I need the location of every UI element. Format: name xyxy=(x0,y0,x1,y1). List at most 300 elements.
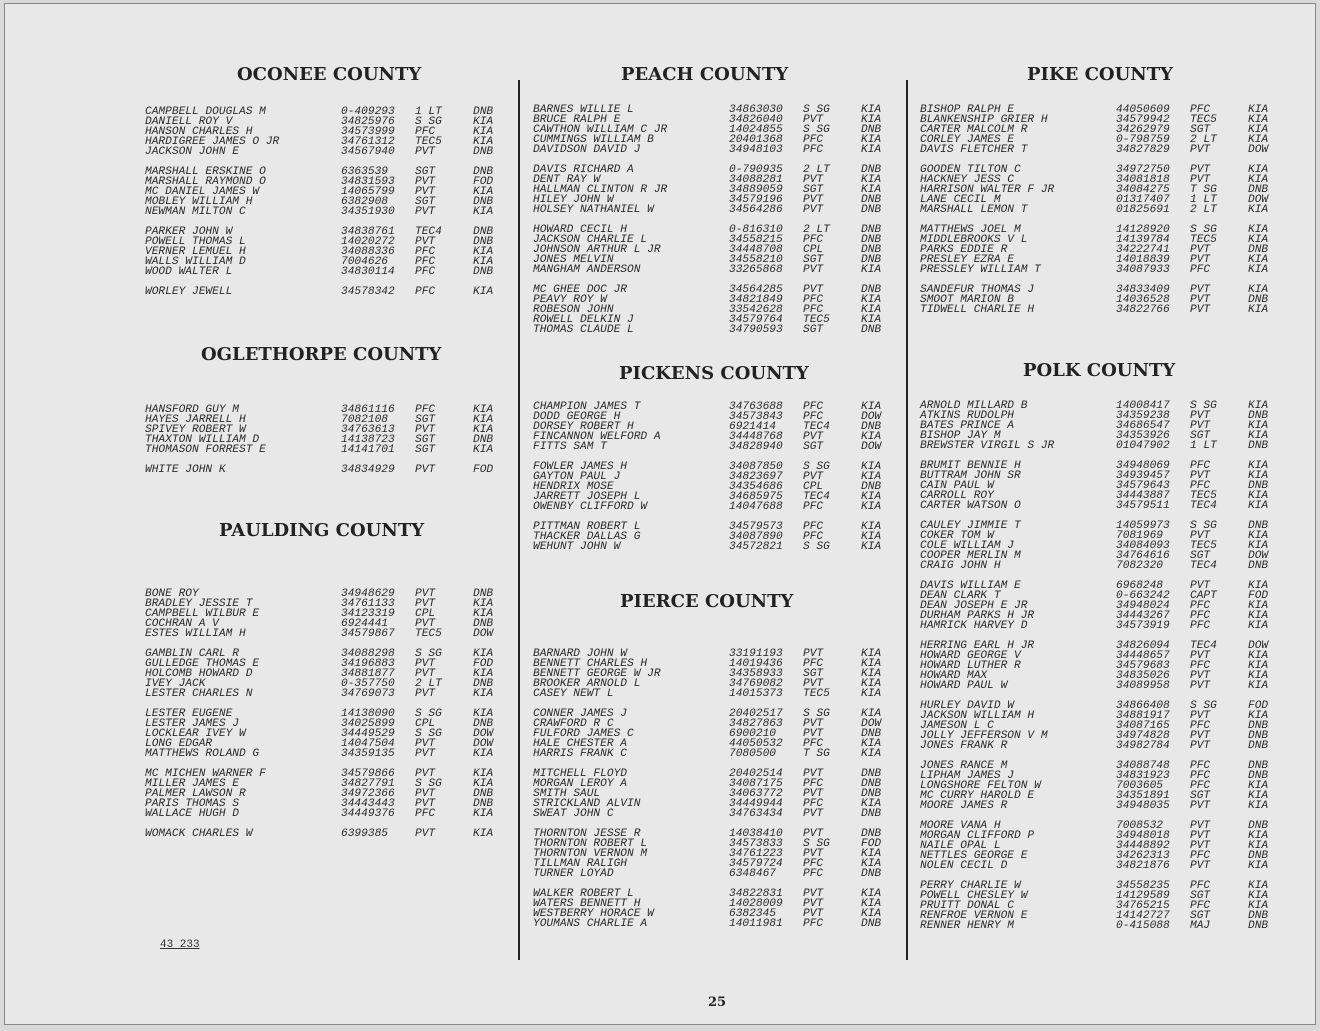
casualty-status: KIA xyxy=(1248,540,1269,552)
soldier-name: DURHAM PARKS H JR xyxy=(920,610,1035,622)
serial-number: 33265868 xyxy=(729,264,783,276)
roster-row xyxy=(533,442,893,452)
soldier-name: PALMER LAWSON R xyxy=(145,788,246,800)
casualty-status: KIA xyxy=(861,748,882,760)
rank: PVT xyxy=(415,464,436,476)
serial-number: 14138723 xyxy=(341,434,395,446)
casualty-status: KIA xyxy=(861,708,882,720)
serial-number: 7080500 xyxy=(729,748,776,760)
casualty-status: KIA xyxy=(861,521,882,533)
serial-number: 34974828 xyxy=(1116,730,1170,742)
soldier-name: GAYTON PAUL J xyxy=(533,471,621,483)
serial-number: 34821876 xyxy=(1116,860,1170,872)
serial-number: 34790593 xyxy=(729,324,783,336)
casualty-status: DOW xyxy=(861,441,882,453)
serial-number: 34827863 xyxy=(729,718,783,730)
soldier-name: CAMPBELL WILBUR E xyxy=(145,608,260,620)
soldier-name: MC CURRY HAROLD E xyxy=(920,790,1035,802)
casualty-status: KIA xyxy=(1248,234,1269,246)
casualty-status: DNB xyxy=(473,434,494,446)
serial-number: 34081818 xyxy=(1116,174,1170,186)
rank: 2 LT xyxy=(1190,134,1217,146)
casualty-status: DNB xyxy=(1248,560,1269,572)
soldier-name: THACKER DALLAS G xyxy=(533,531,641,543)
rank: S SG xyxy=(415,648,442,660)
serial-number: 01317407 xyxy=(1116,194,1170,206)
rank: PFC xyxy=(803,521,824,533)
rank: PFC xyxy=(803,918,824,930)
serial-number: 14015373 xyxy=(729,688,783,700)
rank: PVT xyxy=(1190,680,1211,692)
soldier-name: MATTHEWS JOEL M xyxy=(920,224,1021,236)
rank: PFC xyxy=(1190,900,1211,912)
rank: S SG xyxy=(1190,700,1217,712)
soldier-name: NOLEN CECIL D xyxy=(920,860,1008,872)
soldier-name: LONG EDGAR xyxy=(145,738,213,750)
serial-number: 34573833 xyxy=(729,838,783,850)
roster-row xyxy=(920,501,1280,511)
soldier-name: HOLSEY NATHANIEL W xyxy=(533,204,654,216)
rank: PFC xyxy=(803,531,824,543)
rank: PFC xyxy=(415,256,436,268)
roster-row xyxy=(920,621,1280,631)
casualty-status: DNB xyxy=(473,106,494,118)
serial-number: 34579867 xyxy=(341,628,395,640)
casualty-status: DNB xyxy=(1248,410,1269,422)
serial-number: 34948629 xyxy=(341,588,395,600)
serial-number: 34558215 xyxy=(729,234,783,246)
casualty-status: KIA xyxy=(473,668,494,680)
soldier-name: THAXTON WILLIAM D xyxy=(145,434,260,446)
entry-group xyxy=(533,285,893,335)
serial-number: 34685975 xyxy=(729,491,783,503)
casualty-status: KIA xyxy=(473,126,494,138)
county-roster xyxy=(145,405,505,485)
serial-number: 34449376 xyxy=(341,808,395,820)
soldier-name: HOWARD GEORGE V xyxy=(920,650,1021,662)
roster-row xyxy=(920,145,1280,155)
soldier-name: VERNER LEMUEL H xyxy=(145,246,246,258)
soldier-name: YOUMANS CHARLIE A xyxy=(533,918,648,930)
casualty-status: KIA xyxy=(861,648,882,660)
roster-row xyxy=(920,265,1280,275)
entry-group xyxy=(920,701,1280,751)
rank: PFC xyxy=(803,294,824,306)
serial-number: 6363539 xyxy=(341,166,388,178)
soldier-name: LESTER JAMES J xyxy=(145,718,239,730)
rank: SGT xyxy=(415,196,436,208)
serial-number: 20402517 xyxy=(729,708,783,720)
rank: TEC4 xyxy=(1190,560,1217,572)
serial-number: 34572821 xyxy=(729,541,783,553)
serial-number: 6399385 xyxy=(341,828,388,840)
soldier-name: JACKSON CHARLIE L xyxy=(533,234,648,246)
soldier-name: HALE CHESTER A xyxy=(533,738,627,750)
soldier-name: THOMASON FORREST E xyxy=(145,444,266,456)
soldier-name: WATERS BENNETT H xyxy=(533,898,641,910)
serial-number: 34861116 xyxy=(341,404,395,416)
county-heading: PIKE COUNTY xyxy=(1027,64,1173,85)
entry-group xyxy=(145,589,505,639)
casualty-status: DNB xyxy=(1248,910,1269,922)
soldier-name: JONES MELVIN xyxy=(533,254,614,266)
soldier-name: RENNER HENRY M xyxy=(920,920,1014,932)
rank: S SG xyxy=(803,708,830,720)
casualty-status: DNB xyxy=(1248,440,1269,452)
soldier-name: THOMAS CLAUDE L xyxy=(533,324,634,336)
serial-number: 34827829 xyxy=(1116,144,1170,156)
serial-number: 34087933 xyxy=(1116,264,1170,276)
rank: PVT xyxy=(803,908,824,920)
casualty-status: KIA xyxy=(473,828,494,840)
casualty-status: KIA xyxy=(861,738,882,750)
serial-number: 34765215 xyxy=(1116,900,1170,912)
rank: TEC5 xyxy=(1190,234,1217,246)
rank: PFC xyxy=(803,658,824,670)
serial-number: 34889059 xyxy=(729,184,783,196)
soldier-name: HAYES JARRELL H xyxy=(145,414,246,426)
entry-group xyxy=(533,522,893,552)
serial-number: 6382345 xyxy=(729,908,776,920)
roster-row xyxy=(533,542,893,552)
rank: PVT xyxy=(1190,580,1211,592)
casualty-status: FOD xyxy=(473,658,494,670)
casualty-status: DNB xyxy=(861,254,882,266)
county-heading: PIERCE COUNTY xyxy=(620,591,794,612)
serial-number: 34826094 xyxy=(1116,640,1170,652)
serial-number: 01047902 xyxy=(1116,440,1170,452)
page-number: 25 xyxy=(708,995,727,1010)
soldier-name: CAWTHON WILLIAM C JR xyxy=(533,124,668,136)
soldier-name: DODD GEORGE H xyxy=(533,411,621,423)
casualty-status: KIA xyxy=(861,531,882,543)
rank: 1 LT xyxy=(1190,194,1217,206)
soldier-name: DORSEY ROBERT H xyxy=(533,421,634,433)
serial-number: 34948018 xyxy=(1116,830,1170,842)
serial-number: 34948069 xyxy=(1116,460,1170,472)
serial-number: 34084275 xyxy=(1116,184,1170,196)
rank: PVT xyxy=(803,204,824,216)
rank: PVT xyxy=(415,738,436,750)
serial-number: 34358933 xyxy=(729,668,783,680)
rank: PVT xyxy=(1190,304,1211,316)
serial-number: 34827791 xyxy=(341,778,395,790)
soldier-name: CORLEY JAMES E xyxy=(920,134,1014,146)
casualty-status: KIA xyxy=(473,648,494,660)
serial-number: 34948103 xyxy=(729,144,783,156)
casualty-status: DNB xyxy=(1248,720,1269,732)
serial-number: 6921414 xyxy=(729,421,776,433)
serial-number: 14142727 xyxy=(1116,910,1170,922)
casualty-status: KIA xyxy=(861,264,882,276)
soldier-name: TURNER LOYAD xyxy=(533,868,614,880)
rank: PFC xyxy=(415,808,436,820)
serial-number: 14018839 xyxy=(1116,254,1170,266)
casualty-status: DNB xyxy=(861,728,882,740)
rank: PFC xyxy=(803,868,824,880)
soldier-name: BISHOP RALPH E xyxy=(920,104,1014,116)
serial-number: 34443267 xyxy=(1116,610,1170,622)
serial-number: 34579764 xyxy=(729,314,783,326)
casualty-status: DNB xyxy=(473,618,494,630)
casualty-status: KIA xyxy=(473,136,494,148)
soldier-name: JOHNSON ARTHUR L JR xyxy=(533,244,661,256)
rank: T SG xyxy=(1190,184,1217,196)
rank: PFC xyxy=(1190,460,1211,472)
soldier-name: LIPHAM JAMES J xyxy=(920,770,1014,782)
serial-number: 34448657 xyxy=(1116,650,1170,662)
serial-number: 14139784 xyxy=(1116,234,1170,246)
casualty-status: DNB xyxy=(861,324,882,336)
rank: 2 LT xyxy=(803,224,830,236)
rank: PVT xyxy=(803,728,824,740)
casualty-status: KIA xyxy=(473,598,494,610)
rank: 2 LT xyxy=(803,164,830,176)
serial-number: 34763434 xyxy=(729,808,783,820)
rank: TEC4 xyxy=(1190,640,1217,652)
serial-number: 34025899 xyxy=(341,718,395,730)
serial-number: 34359135 xyxy=(341,748,395,760)
casualty-status: KIA xyxy=(1248,580,1269,592)
entry-group xyxy=(145,287,505,297)
entry-group xyxy=(533,829,893,879)
entry-group xyxy=(920,401,1280,451)
rank: PFC xyxy=(803,401,824,413)
soldier-name: WALKER ROBERT L xyxy=(533,888,634,900)
soldier-name: GAMBLIN CARL R xyxy=(145,648,239,660)
roster-row xyxy=(920,921,1280,931)
soldier-name: LONGSHORE FELTON W xyxy=(920,780,1041,792)
serial-number: 34769073 xyxy=(341,688,395,700)
rank: PFC xyxy=(415,246,436,258)
serial-number: 34084093 xyxy=(1116,540,1170,552)
entry-group xyxy=(920,105,1280,155)
casualty-status: DNB xyxy=(473,166,494,178)
rank: PVT xyxy=(1190,164,1211,176)
casualty-status: KIA xyxy=(1248,670,1269,682)
soldier-name: BONE ROY xyxy=(145,588,199,600)
serial-number: 34063772 xyxy=(729,788,783,800)
roster-row xyxy=(533,325,893,335)
roster-row xyxy=(920,561,1280,571)
entry-group xyxy=(145,405,505,455)
casualty-status: DOW xyxy=(1248,550,1269,562)
serial-number: 14065799 xyxy=(341,186,395,198)
entry-group xyxy=(145,649,505,699)
rank: PVT xyxy=(1190,144,1211,156)
rank: PVT xyxy=(415,236,436,248)
casualty-status: DNB xyxy=(1248,294,1269,306)
soldier-name: COKER TOM W xyxy=(920,530,994,542)
casualty-status: KIA xyxy=(861,688,882,700)
casualty-status: DNB xyxy=(861,234,882,246)
serial-number: 34972750 xyxy=(1116,164,1170,176)
rank: PFC xyxy=(803,798,824,810)
soldier-name: STRICKLAND ALVIN xyxy=(533,798,641,810)
serial-number: 34448768 xyxy=(729,431,783,443)
serial-number: 34088298 xyxy=(341,648,395,660)
casualty-status: KIA xyxy=(861,898,882,910)
soldier-name: PEAVY ROY W xyxy=(533,294,607,306)
casualty-status: KIA xyxy=(1248,780,1269,792)
rank: PFC xyxy=(1190,660,1211,672)
rank: S SG xyxy=(415,116,442,128)
casualty-status: KIA xyxy=(1248,460,1269,472)
rank: PFC xyxy=(803,234,824,246)
roster-row xyxy=(533,809,893,819)
entry-group xyxy=(920,521,1280,571)
serial-number: 7003605 xyxy=(1116,780,1163,792)
casualty-status: DNB xyxy=(861,164,882,176)
serial-number: 34579942 xyxy=(1116,114,1170,126)
casualty-status: KIA xyxy=(473,424,494,436)
rank: PVT xyxy=(1190,174,1211,186)
soldier-name: LOCKLEAR IVEY W xyxy=(145,728,246,740)
footnote-code: 43 233 xyxy=(160,939,200,951)
rank: PVT xyxy=(415,424,436,436)
soldier-name: JACKSON JOHN E xyxy=(145,146,239,158)
soldier-name: BREWSTER VIRGIL S JR xyxy=(920,440,1055,452)
rank: SGT xyxy=(803,254,824,266)
casualty-status: DOW xyxy=(861,411,882,423)
rank: PVT xyxy=(1190,820,1211,832)
rank: CPL xyxy=(415,718,436,730)
casualty-status: DNB xyxy=(861,124,882,136)
casualty-status: KIA xyxy=(473,444,494,456)
serial-number: 7008532 xyxy=(1116,820,1163,832)
county-heading: PEACH COUNTY xyxy=(621,64,789,85)
serial-number: 14024855 xyxy=(729,124,783,136)
county-roster xyxy=(533,649,893,939)
casualty-status: KIA xyxy=(473,778,494,790)
casualty-status: KIA xyxy=(1248,104,1269,116)
county-roster xyxy=(145,107,505,307)
casualty-status: KIA xyxy=(1248,284,1269,296)
serial-number: 34822766 xyxy=(1116,304,1170,316)
soldier-name: BRUCE RALPH E xyxy=(533,114,621,126)
casualty-status: KIA xyxy=(1248,490,1269,502)
rank: PFC xyxy=(803,144,824,156)
soldier-name: HOWARD LUTHER R xyxy=(920,660,1021,672)
rank: PVT xyxy=(415,146,436,158)
soldier-name: MITCHELL FLOYD xyxy=(533,768,627,780)
roster-row xyxy=(145,207,505,217)
rank: PVT xyxy=(1190,420,1211,432)
serial-number: 34579866 xyxy=(341,768,395,780)
roster-row xyxy=(145,445,505,455)
rank: TEC5 xyxy=(803,688,830,700)
soldier-name: HANSON CHARLES H xyxy=(145,126,253,138)
rank: PFC xyxy=(803,411,824,423)
casualty-status: KIA xyxy=(473,808,494,820)
rank: PVT xyxy=(1190,730,1211,742)
casualty-status: DNB xyxy=(861,788,882,800)
soldier-name: WHITE JOHN K xyxy=(145,464,226,476)
soldier-name: FINCANNON WELFORD A xyxy=(533,431,661,443)
entry-group xyxy=(145,709,505,759)
casualty-status: KIA xyxy=(861,848,882,860)
serial-number: 34948035 xyxy=(1116,800,1170,812)
roster-row xyxy=(145,465,505,475)
casualty-status: KIA xyxy=(1248,600,1269,612)
soldier-name: CARROLL ROY xyxy=(920,490,994,502)
soldier-name: PARIS THOMAS S xyxy=(145,798,239,810)
soldier-name: NEWMAN MILTON C xyxy=(145,206,246,218)
casualty-status: KIA xyxy=(861,658,882,670)
soldier-name: WALLACE HUGH D xyxy=(145,808,239,820)
entry-group xyxy=(533,649,893,699)
rank: 2 LT xyxy=(1190,204,1217,216)
rank: PVT xyxy=(415,186,436,198)
entry-group xyxy=(533,462,893,512)
entry-group xyxy=(533,165,893,215)
soldier-name: MARSHALL LEMON T xyxy=(920,204,1028,216)
casualty-status: KIA xyxy=(1248,830,1269,842)
casualty-status: DOW xyxy=(1248,640,1269,652)
roster-row xyxy=(533,145,893,155)
serial-number: 34558210 xyxy=(729,254,783,266)
casualty-status: KIA xyxy=(861,174,882,186)
soldier-name: LESTER CHARLES N xyxy=(145,688,253,700)
rank: PVT xyxy=(1190,294,1211,306)
casualty-status: DNB xyxy=(861,828,882,840)
rank: PVT xyxy=(415,176,436,188)
serial-number: 34948024 xyxy=(1116,600,1170,612)
serial-number: 6968248 xyxy=(1116,580,1163,592)
serial-number: 14011981 xyxy=(729,918,783,930)
serial-number: 0-790935 xyxy=(729,164,783,176)
soldier-name: PERRY CHARLIE W xyxy=(920,880,1021,892)
serial-number: 6900210 xyxy=(729,728,776,740)
serial-number: 34579196 xyxy=(729,194,783,206)
county-roster xyxy=(920,401,1280,941)
soldier-name: PRESLEY EZRA E xyxy=(920,254,1014,266)
serial-number: 34761223 xyxy=(729,848,783,860)
rank: PVT xyxy=(1190,410,1211,422)
soldier-name: CRAWFORD R C xyxy=(533,718,614,730)
casualty-status: KIA xyxy=(1248,620,1269,632)
rank: PVT xyxy=(415,618,436,630)
rank: SGT xyxy=(415,434,436,446)
serial-number: 0-409293 xyxy=(341,106,395,118)
casualty-status: DNB xyxy=(1248,770,1269,782)
casualty-status: KIA xyxy=(1248,680,1269,692)
casualty-status: KIA xyxy=(473,246,494,258)
casualty-status: DOW xyxy=(473,728,494,740)
casualty-status: KIA xyxy=(861,798,882,810)
rank: PVT xyxy=(803,848,824,860)
roster-row xyxy=(920,305,1280,315)
roster-row xyxy=(920,441,1280,451)
casualty-status: KIA xyxy=(1248,530,1269,542)
soldier-name: MARSHALL RAYMOND O xyxy=(145,176,266,188)
rank: PVT xyxy=(1190,670,1211,682)
serial-number: 14038410 xyxy=(729,828,783,840)
soldier-name: SWEAT JOHN C xyxy=(533,808,614,820)
soldier-name: MOORE JAMES R xyxy=(920,800,1008,812)
soldier-name: ATKINS RUDOLPH xyxy=(920,410,1014,422)
casualty-status: KIA xyxy=(1248,710,1269,722)
casualty-status: DNB xyxy=(1248,850,1269,862)
casualty-status: KIA xyxy=(1248,900,1269,912)
serial-number: 34089958 xyxy=(1116,680,1170,692)
soldier-name: DEAN JOSEPH E JR xyxy=(920,600,1028,612)
casualty-status: KIA xyxy=(1248,254,1269,266)
casualty-status: DNB xyxy=(1248,740,1269,752)
casualty-status: KIA xyxy=(1248,650,1269,662)
casualty-status: KIA xyxy=(1248,304,1269,316)
soldier-name: COOPER MERLIN M xyxy=(920,550,1021,562)
